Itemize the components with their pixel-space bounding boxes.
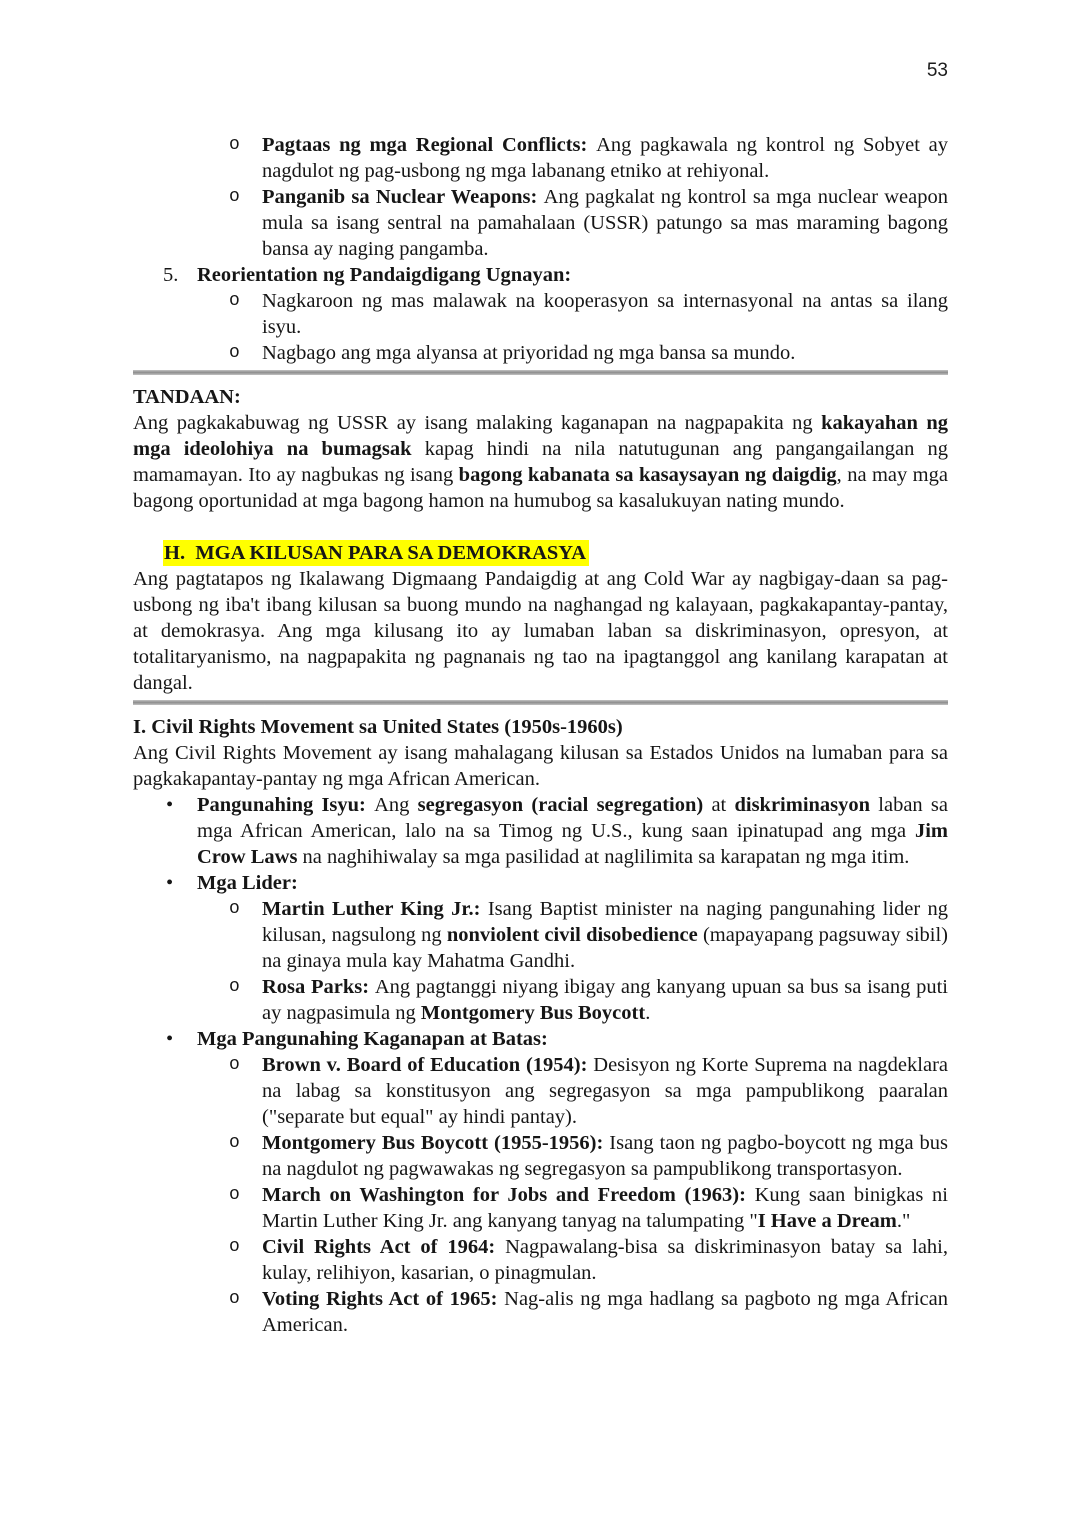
text-run: . [645,1002,651,1024]
list-item-nuclear-weapons [133,184,948,262]
list-item-pangunahing-isyu [133,792,948,870]
text-run: laban sa mga African American, lalo na sa Timog ng U.S., kung saan ipinatupad ang mga [197,794,948,842]
list-item-kaganapan-batas [133,1026,948,1052]
text-run: Ang pagtanggi niyang ibigay ang kanyang upuan sa bus sa isang puti ay nagpasimula ng [262,976,948,1024]
text-run: kapag hindi na nila natutugunan ang pangangailangan ng mamamayan. Ito ay nagbukas ng isang [133,438,948,486]
text-run: na naghihiwalay sa mga pasilidad at naglilimita sa karapatan ng mga itim. [297,846,910,868]
text-run: Desisyon ng Korte Suprema na nagdeklara na labag sa konstitusyon ang segregasyon sa mga pampublikong paaralan ("separate but equal" ay hindi pantay). [262,1054,948,1128]
list-marker: o [229,899,240,919]
blank-line [133,514,948,540]
list-marker: o [229,1055,240,1075]
list-item-rosa-parks [133,974,948,1026]
list-item-voting-rights-act [133,1286,948,1338]
list-marker: • [166,794,174,816]
list-item-civil-rights-act [133,1234,948,1286]
text-run: Ang pagkawala ng kontrol ng Sobyet ay nagdulot ng pag-usbong ng mga labanang etniko at rehiyonal. [262,134,949,182]
text-run: Mga Lider: [197,872,298,894]
text-run: Brown v. Board of Education (1954): [262,1054,594,1076]
section-h-paragraph [133,566,948,696]
tandaan-paragraph [133,410,948,514]
text-run: Ang pagkakabuwag ng USSR ay isang malaking kaganapan na nagpapakita ng [133,412,822,434]
text-run: Kung saan binigkas ni Martin Luther King Jr. ang kanyang tanyag na talumpating " [262,1184,948,1232]
document-blocks [133,132,948,1338]
section-divider [133,370,948,375]
text-run: TANDAAN: [133,386,241,408]
section-i-heading [133,714,948,740]
text-run: Pangunahing Isyu: [197,794,375,816]
text-run: Isang taon ng pagbo-boycott ng mga bus na nagdulot ng pagwawakas ng segregasyon sa pampublikong transportasyon. [262,1132,948,1180]
text-run: bagong kabanata sa kasaysayan ng daigdig [458,464,837,486]
list-item-reorientation [133,262,948,288]
list-item-mlk [133,896,948,974]
list-item-kooperasyon [133,288,948,340]
text-run: Nag-alis ng mga hadlang sa pagboto ng mga African American. [262,1288,948,1336]
list-marker: o [229,343,240,363]
text-run: diskriminasyon [734,794,871,816]
text-run: Isang Baptist minister na naging pangunahing lider ng kilusan, nagsulong ng [262,898,948,946]
text-run: segregasyon (racial segregation) [417,794,704,816]
text-run: I. Civil Rights Movement sa United States (1950s-1960s) [133,716,623,738]
list-marker: o [229,977,240,997]
list-marker: o [229,1133,240,1153]
text-run: Ang [374,794,418,816]
text-run: ." [896,1210,911,1232]
list-marker: o [229,187,240,207]
text-run: Ang Civil Rights Movement ay isang mahalagang kilusan sa Estados Unidos na lumaban para sa pagkakapantay-pantay ng mga African American. [133,742,948,790]
text-run: nonviolent civil disobedience [446,924,698,946]
text-run: Panganib sa Nuclear Weapons: [262,186,544,208]
text-run: Rosa Parks: [262,976,375,998]
text-run: Pagtaas ng mga Regional Conflicts: [262,134,597,156]
list-item-brown-v-board [133,1052,948,1130]
text-run: Ang pagkalat ng kontrol sa mga nuclear weapon mula sa isang sentral na pamahalaan (USSR) patungo sa mas maraming bagong bansa ay naging pangamba. [262,186,948,260]
text-run: Martin Luther King Jr.: [262,898,488,920]
text-run: Jim Crow Laws [197,820,948,868]
section-divider [133,700,948,705]
list-marker: 5. [163,264,179,286]
text-run: , na may mga bagong oportunidad at mga bagong hamon na humubog sa kasalukuyan nating mundo. [133,464,948,512]
list-item-alyansa [133,340,948,366]
text-run: Civil Rights Act of 1964: [262,1236,506,1258]
text-run: Reorientation ng Pandaigdigang Ugnayan: [197,264,572,286]
text-run: kakayahan ng mga ideolohiya na bumagsak [133,412,948,460]
list-item-regional-conflicts [133,132,948,184]
text-run: Montgomery Bus Boycott (1955-1956): [262,1132,610,1154]
list-marker: • [166,1028,174,1050]
text-run: Voting Rights Act of 1965: [262,1288,505,1310]
text-run: Mga Pangunahing Kaganapan at Batas: [197,1028,548,1050]
list-marker: o [229,1185,240,1205]
list-marker: o [229,1237,240,1257]
text-run: March on Washington for Jobs and Freedom (1963): [262,1184,755,1206]
list-item-march-on-washington [133,1182,948,1234]
page-number: 53 [926,60,948,81]
list-marker: o [229,135,240,155]
list-marker: • [166,872,174,894]
text-run: Nagpawalang-bisa sa diskriminasyon batay sa lahi, kulay, relihiyon, kasarian, o pinagmulan. [262,1236,948,1284]
text-run: Nagkaroon ng mas malawak na kooperasyon sa internasyonal na antas sa ilang isyu. [262,290,948,338]
list-item-mga-lider [133,870,948,896]
list-marker: o [229,1289,240,1309]
list-marker: o [229,291,240,311]
text-run: Nagbago ang mga alyansa at priyoridad ng mga bansa sa mundo. [262,342,796,364]
text-run: I Have a Dream [757,1210,897,1232]
text-run: Montgomery Bus Boycott [420,1002,646,1024]
text-run: (mapayapang pagsuway sibil) na ginaya mula kay Mahatma Gandhi. [262,924,948,972]
text-run: Ang pagtatapos ng Ikalawang Digmaang Pandaigdig at ang Cold War ay nagbigay-daan sa pag-usbong ng iba't ibang kilusan sa buong mundo na naghangad ng kalayaan, pagkakapantay-pantay, at demokrasya. Ang mga kilusang ito ay lumaban laban sa diskriminasyon, opresyon, at totalitaryanismo, na nagpapakita ng pagnanais ng tao na ipagtanggol ang kanilang karapatan at dangal. [133,568,948,694]
section-h-heading [133,540,948,566]
text-run: at [703,794,735,816]
tandaan-heading [133,384,948,410]
section-i-paragraph [133,740,948,792]
text-run: H. MGA KILUSAN PARA SA DEMOKRASYA [163,540,589,566]
list-item-montgomery-boycott [133,1130,948,1182]
